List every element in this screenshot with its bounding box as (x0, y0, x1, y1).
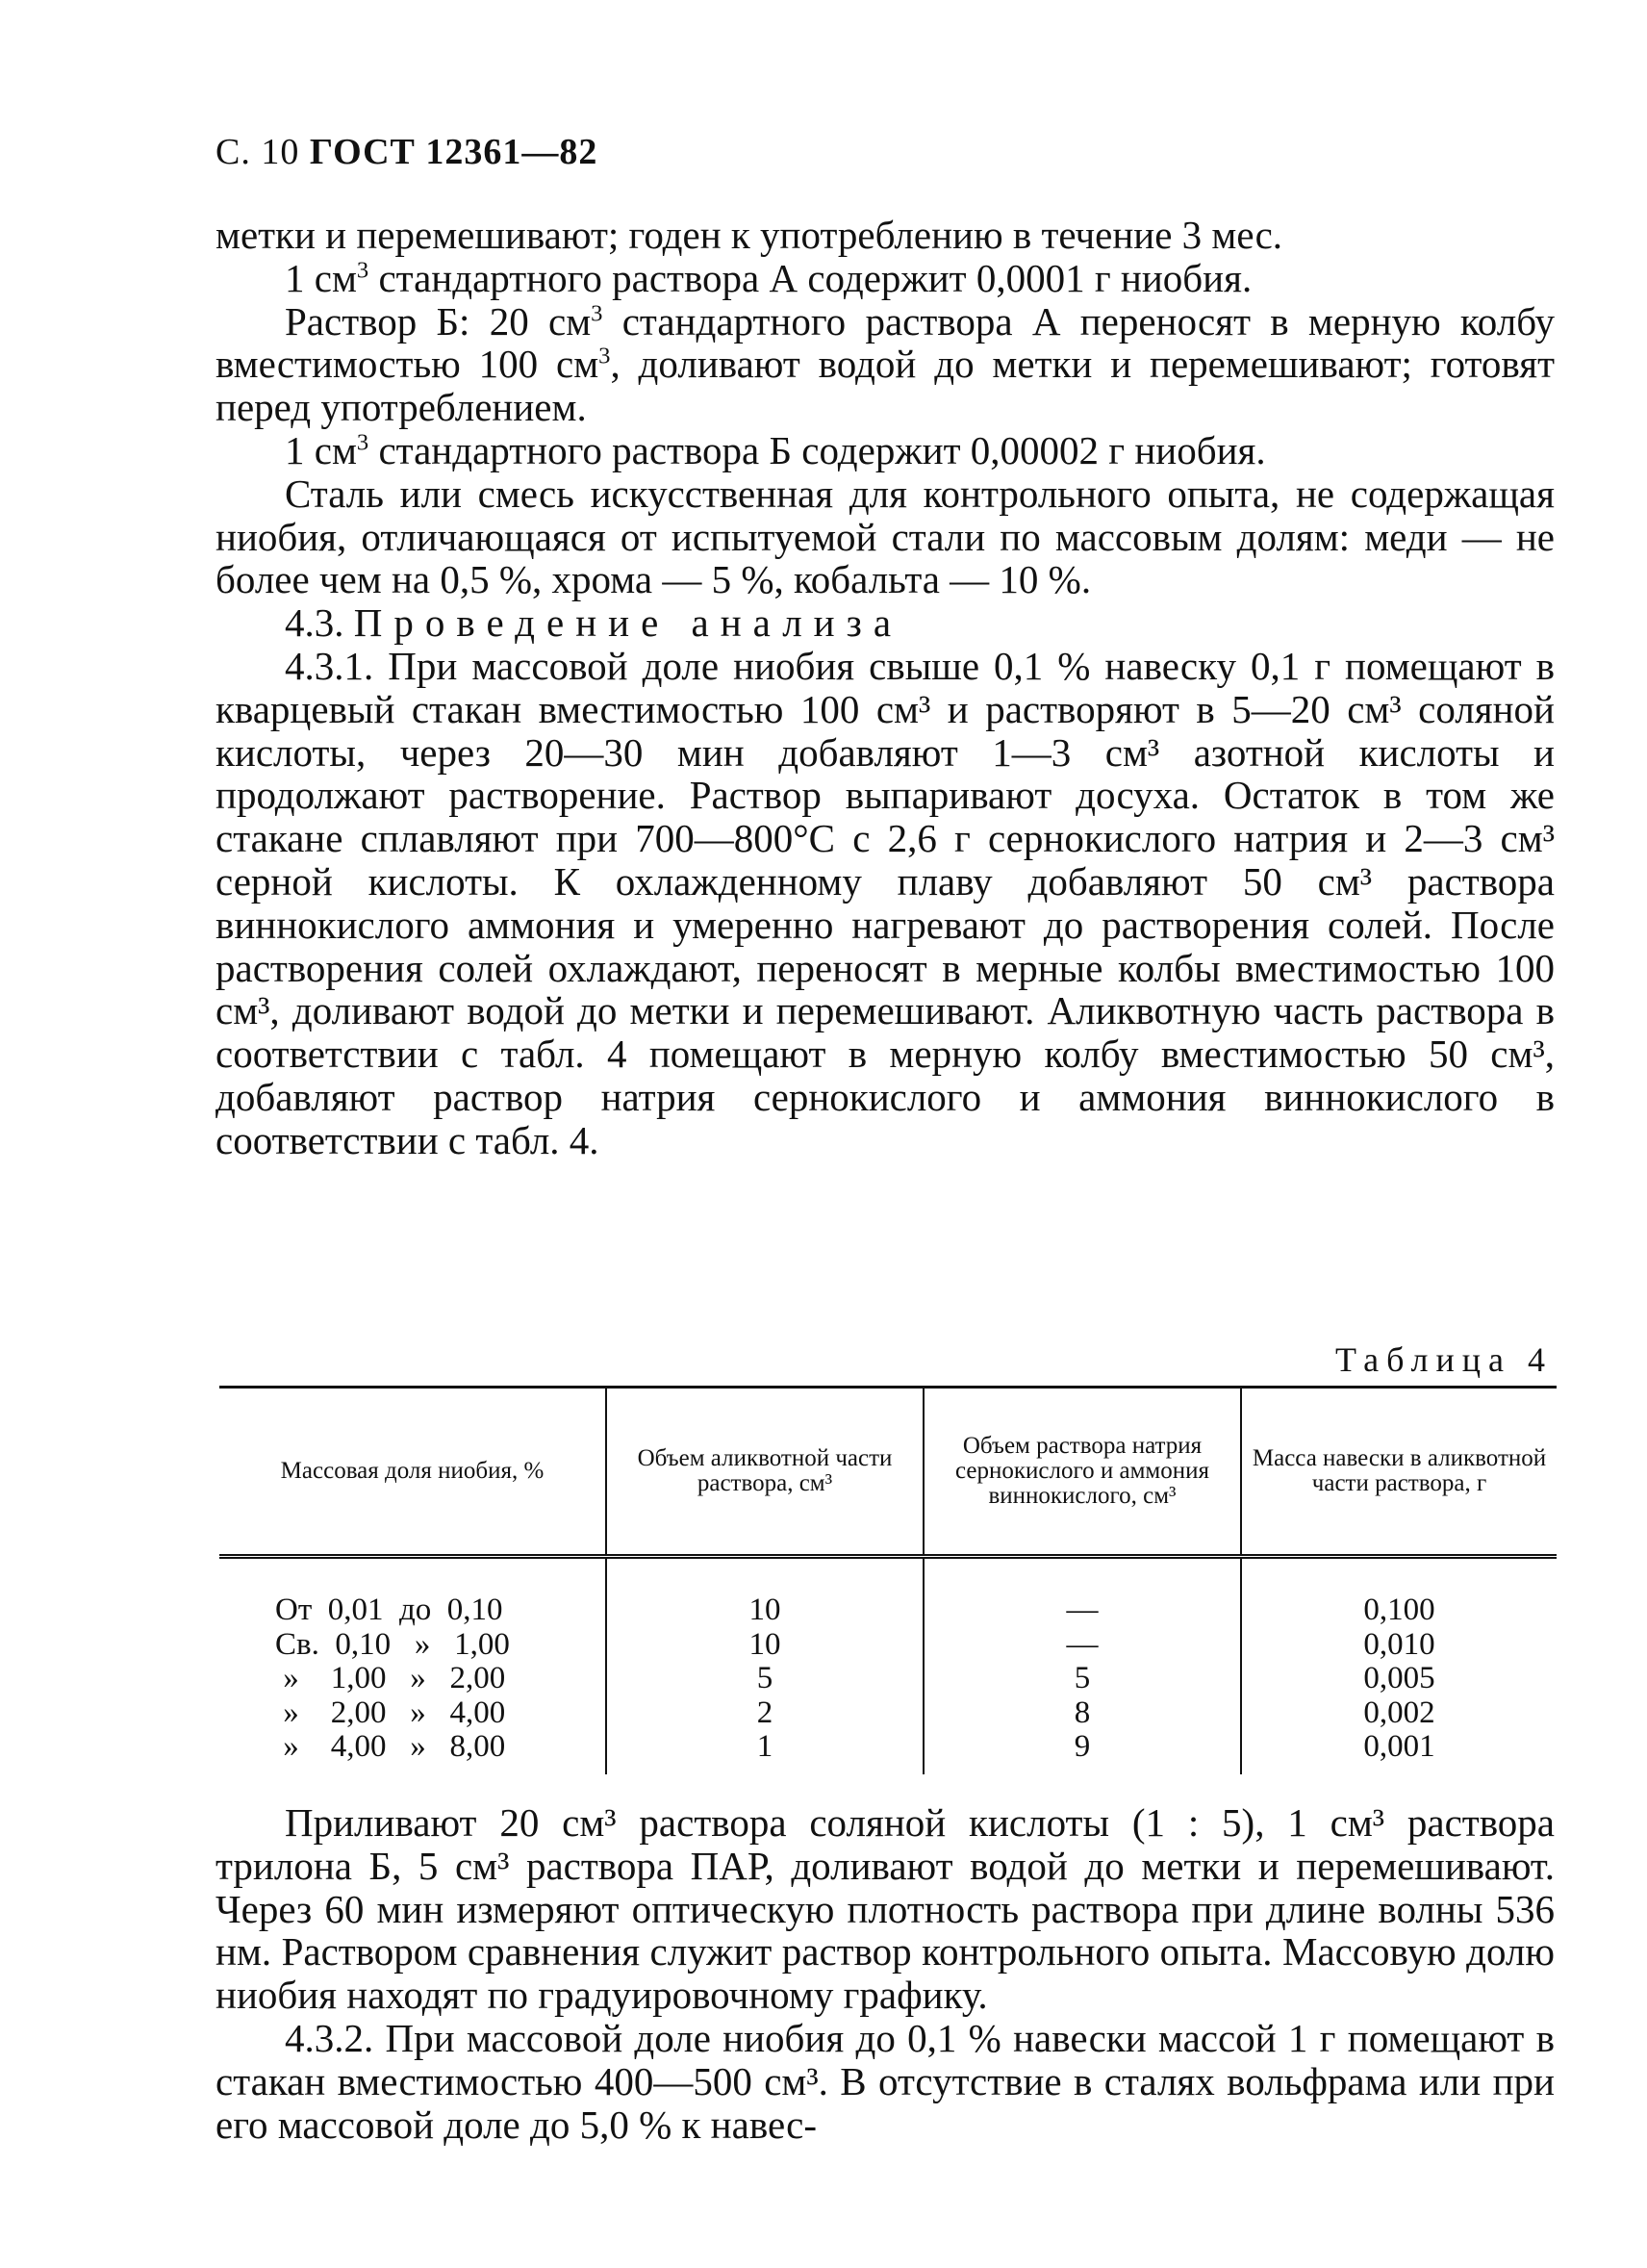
table-cell: 0,005 (1363, 1661, 1435, 1695)
table-body (219, 1557, 1557, 1774)
table-cell: 1 (756, 1729, 773, 1764)
paragraph-after-table: Приливают 20 см³ раствора соляной кислоты (1 : 5), 1 см³ раствора трилона Б, 5 см³ раствора ПАР, доливают водой до метки и перемешивают. Через 60 мин измеряют оптическую плотность раствора при длине волны 536 нм. Раствором сравнения служит раствор контрольного опыта. Массовую долю ниобия находят по градуировочному графику. (215, 1800, 1555, 2018)
table-cell: 9 (1074, 1729, 1091, 1764)
page-number: С. 10 (215, 132, 300, 172)
page-header (215, 131, 597, 173)
data-table (219, 1386, 1557, 1774)
paragraph: метки и перемешивают; годен к употреблению в течение 3 мес. (215, 213, 1283, 257)
column-aliquot (606, 1557, 924, 1774)
column-reagent (924, 1557, 1241, 1774)
table-cell: Св. 0,10 » 1,00 (275, 1626, 510, 1662)
table-cell: 10 (748, 1593, 781, 1627)
table-cell: 0,010 (1363, 1626, 1435, 1662)
column-header: Объем раствора натрия сернокислого и аммония виннокислого, см³ (924, 1388, 1241, 1557)
paragraph-4-3-2: 4.3.2. При массовой доле ниобия до 0,1 % навески массой 1 г помещают в стакан вместимостью 400—500 см³. В отсутствие в сталях вольфрама или при его массовой доле до 5,0 % к навес- (215, 2015, 1555, 2147)
column-range (219, 1557, 606, 1774)
table-caption: Таблица 4 (1335, 1340, 1553, 1379)
column-header: Массовая доля ниобия, % (219, 1388, 606, 1557)
table-cell: » 1,00 » 2,00 (275, 1661, 506, 1695)
table-cell: » 4,00 » 8,00 (275, 1729, 506, 1764)
table-cell: 10 (748, 1626, 781, 1662)
paragraph: Раствор Б: 20 $см^3$ стандартного раствора А переносят в мерную колбу вместимостью 100 $см^3$, доливают водой до метки и перемешивают; готовят перед употреблением. (215, 298, 1555, 430)
column-header: Объем аликвотной части раствора, см³ (606, 1388, 924, 1557)
table-cell: » 2,00 » 4,00 (275, 1695, 506, 1730)
table-cell: 5 (1074, 1661, 1091, 1695)
table-cell: 5 (756, 1661, 773, 1695)
paragraph: Сталь или смесь искусственная для контрольного опыта, не содержащая ниобия, отличающаяся от испытуемой стали по массовым долям: меди — не более чем на 0,5 %, хрома — 5 %, кобальта — 10 %. (215, 471, 1555, 602)
column-mass (1241, 1557, 1557, 1774)
table-cell: 0,002 (1363, 1695, 1435, 1730)
table-cell: — (1066, 1626, 1099, 1662)
table-cell: 2 (756, 1695, 773, 1730)
table-cell: 0,001 (1363, 1729, 1435, 1764)
table-cell: От 0,01 до 0,10 (275, 1593, 503, 1627)
text-block-bottom (215, 1801, 1555, 2146)
paragraph: 1 $см^3$ стандартного раствора Б содержит 0,00002 г ниобия. (285, 427, 1266, 472)
section-heading: 4.3. Проведение анализа (285, 600, 903, 646)
column-header: Масса навески в аликвотной части раствора, г (1241, 1388, 1557, 1557)
standard-code: ГОСТ 12361—82 (309, 132, 598, 172)
table-cell: 0,100 (1363, 1593, 1435, 1627)
table-cell: 8 (1074, 1695, 1091, 1730)
paragraph-4-3-1: 4.3.1. При массовой доле ниобия свыше 0,1 % навеску 0,1 г помещают в кварцевый стакан вместимостью 100 см³ и растворяют в 5—20 см³ соляной кислоты, через 20—30 мин добавляют 1—3 см³ азотной кислоты и продолжают растворение. Раствор выпаривают досуха. Остаток в том же стакане сплавляют при 700—800°С с 2,6 г сернокислого натрия и 2—3 см³ серной кислоты. К охлажденному плаву добавляют 50 см³ раствора виннокислого аммония и умеренно нагревают до растворения солей. После растворения солей охлаждают, переносят в мерные колбы вместимостью 100 см³, доливают водой до метки и перемешивают. Аликвотную часть раствора в соответствии с табл. 4 помещают в мерную колбу вместимостью 50 см³, добавляют раствор натрия сернокислого и аммония виннокислого в соответствии с табл. 4. (215, 643, 1555, 1162)
table-cell: — (1066, 1593, 1099, 1627)
paragraph: 1 $см^3$ стандартного раствора А содержит 0,0001 г ниобия. (285, 255, 1253, 300)
table-header-row (219, 1388, 1557, 1557)
text-block-top (215, 214, 1555, 1162)
